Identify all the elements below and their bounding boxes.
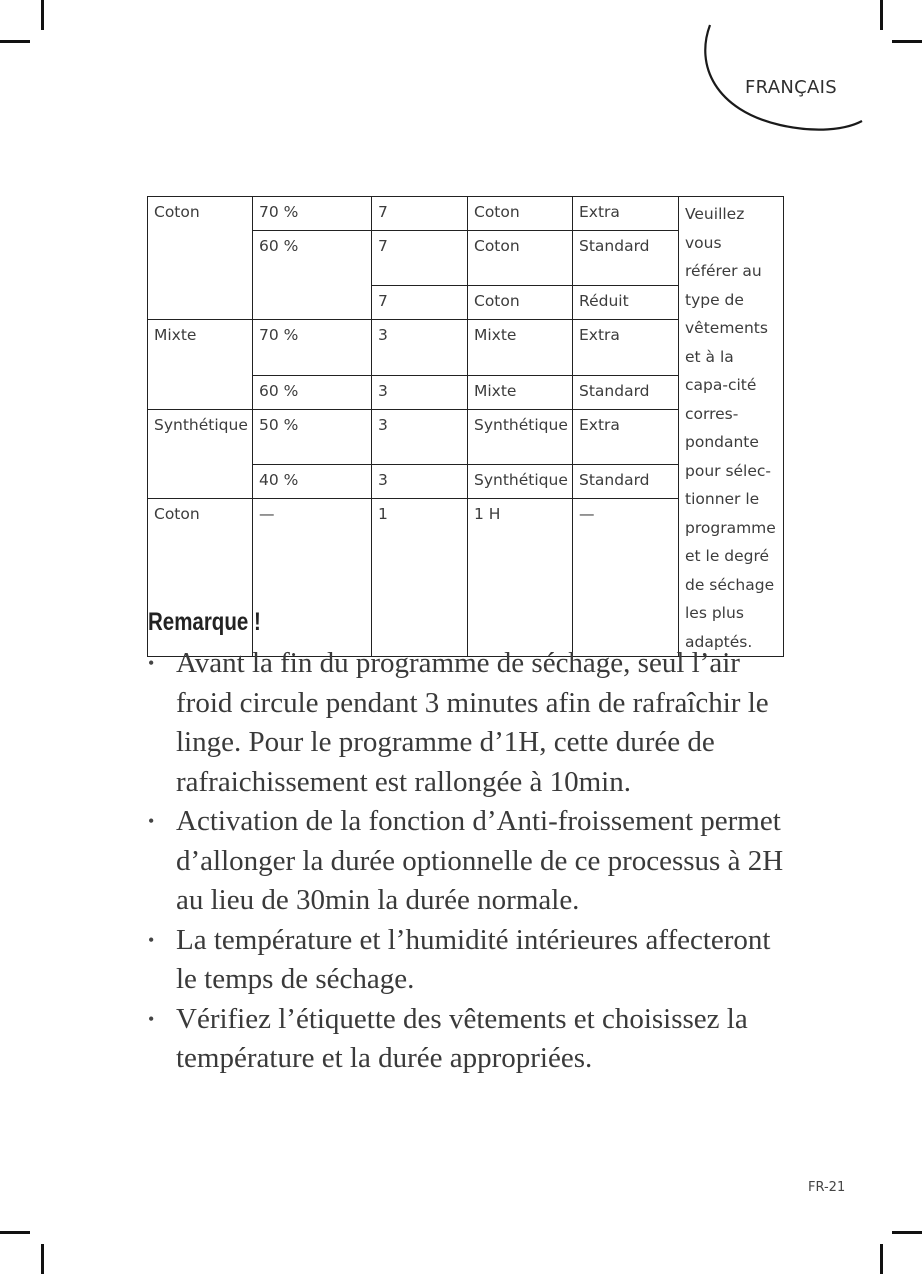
list-item-text: Avant la fin du programme de séchage, seul l’air froid circule pendant 3 minutes afin de rafraîchir le linge. Pour le programme d’1H, cette durée de rafraichissement est rallongée à 10min. [176, 647, 769, 798]
load-cell: 7 [372, 197, 468, 231]
load-cell: 1 [372, 499, 468, 657]
load-cell: 3 [372, 375, 468, 409]
humidity-cell: 70 % [253, 197, 372, 231]
fabric-cell: Coton [148, 499, 253, 657]
list-item-text: Activation de la fonction d’Anti-froissement permet d’allonger la durée optionnelle de ce processus à 2H au lieu de 30min la durée normale. [176, 805, 784, 916]
load-cell: 7 [372, 286, 468, 320]
dryness-cell: Réduit [573, 286, 679, 320]
humidity-cell: 70 % [253, 320, 372, 375]
list-item-text: Vérifiez l’étiquette des vêtements et choisissez la température et la durée appropriées. [176, 1002, 748, 1074]
dryness-cell: Extra [573, 320, 679, 375]
dryness-cell: Extra [573, 197, 679, 231]
humidity-cell: 60 % [253, 231, 372, 320]
crop-mark-bottom-left-horizontal [0, 1231, 30, 1234]
page-number: FR-21 [808, 1180, 846, 1195]
bullet-icon: • [148, 929, 155, 950]
dryness-cell: Standard [573, 465, 679, 499]
program-table [147, 196, 784, 657]
program-cell: Mixte [468, 320, 573, 375]
load-cell: 3 [372, 320, 468, 375]
list-item [148, 644, 788, 802]
crop-mark-top-right-horizontal [892, 40, 922, 43]
table-row [148, 197, 784, 231]
remark-list [148, 644, 788, 1079]
crop-mark-bottom-right-vertical [880, 1244, 883, 1274]
list-item [148, 802, 788, 921]
program-cell: Coton [468, 286, 573, 320]
dryness-cell: Standard [573, 375, 679, 409]
crop-mark-bottom-right-horizontal [892, 1231, 922, 1234]
crop-mark-top-left-vertical [41, 0, 44, 30]
bullet-icon: • [148, 1008, 155, 1029]
list-item [148, 921, 788, 1000]
list-item [148, 1000, 788, 1079]
dryness-cell: Standard [573, 231, 679, 286]
humidity-cell: — [253, 499, 372, 657]
program-cell: Synthétique [468, 465, 573, 499]
bullet-icon: • [148, 653, 155, 673]
dryness-cell: Extra [573, 409, 679, 464]
bullet-icon: • [148, 811, 155, 831]
program-cell: Mixte [468, 375, 573, 409]
list-item-text: La température et l’humidité intérieures affecteront le temps de séchage. [176, 923, 771, 995]
dryness-cell: — [573, 499, 679, 657]
remark-title: Remarque ! [148, 608, 261, 636]
fabric-cell: Synthétique [148, 409, 253, 498]
load-cell: 3 [372, 465, 468, 499]
fabric-cell: Mixte [148, 320, 253, 409]
program-cell: Coton [468, 231, 573, 286]
program-cell: 1 H [468, 499, 573, 657]
crop-mark-top-left-horizontal [0, 40, 30, 43]
program-cell: Coton [468, 197, 573, 231]
language-tab [690, 15, 890, 145]
humidity-cell: 60 % [253, 375, 372, 409]
program-cell: Synthétique [468, 409, 573, 464]
table-note: Veuillez vous référer au type de vêtements et à la capa-cité corres-pondante pour sélec-tionner le programme et le degré de séchage les plus adaptés. [679, 197, 784, 657]
humidity-cell: 50 % [253, 409, 372, 464]
language-label: FRANÇAIS [745, 77, 837, 98]
load-cell: 3 [372, 409, 468, 464]
crop-mark-bottom-left-vertical [41, 1244, 44, 1274]
humidity-cell: 40 % [253, 465, 372, 499]
load-cell: 7 [372, 231, 468, 286]
fabric-cell: Coton [148, 197, 253, 320]
